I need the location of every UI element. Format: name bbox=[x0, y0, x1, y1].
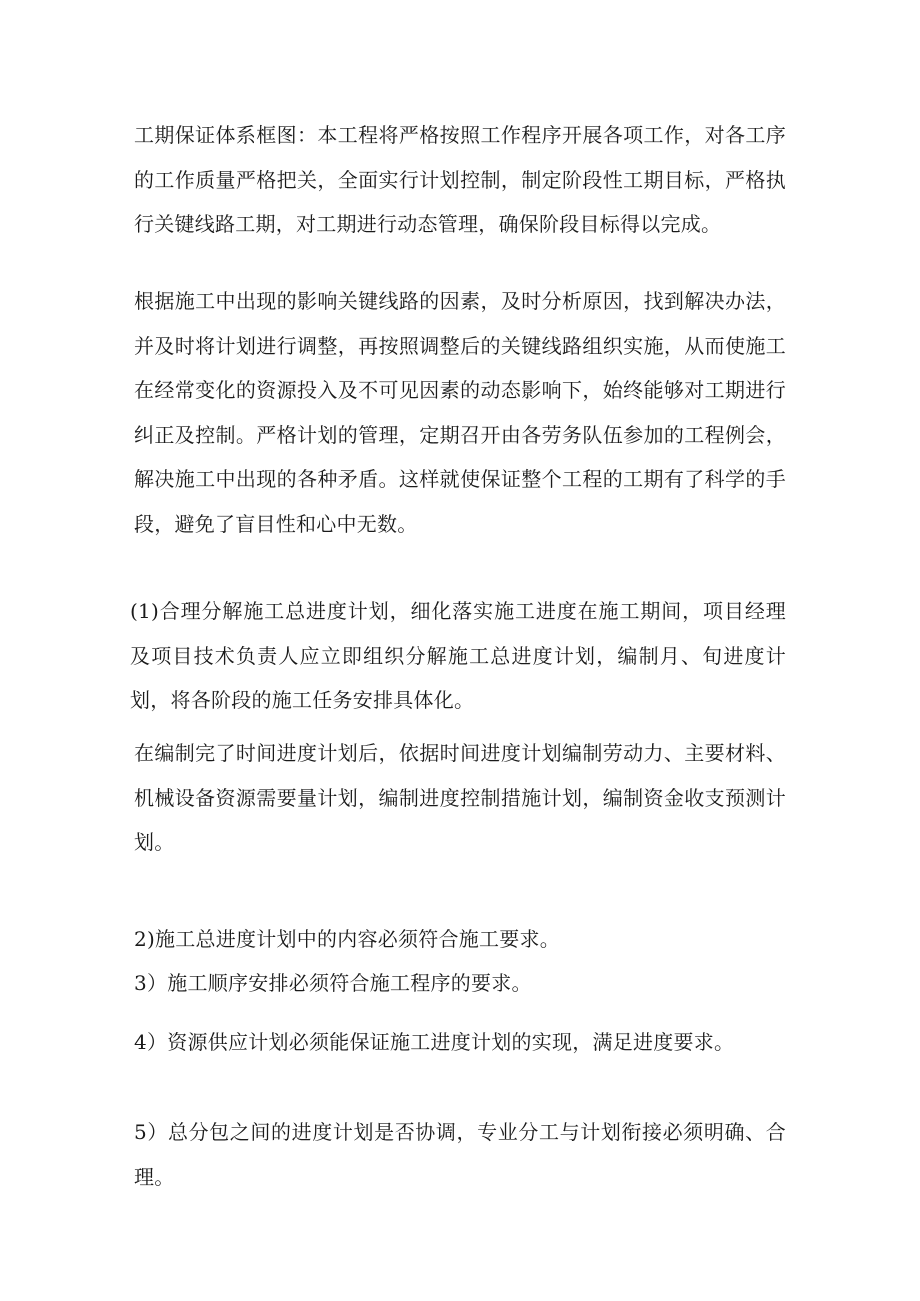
paragraph-item-2: 2)施工总进度计划中的内容必须符合施工要求。 bbox=[134, 927, 561, 951]
paragraph-item-5: 5）总分包之间的进度计划是否协调，专业分工与计划衔接必须明确、合理。 bbox=[134, 1120, 786, 1189]
paragraph-critical-path-control: 根据施工中出现的影响关键线路的因素，及时分析原因，找到解决办法，并及时将计划进行调整，再按照调整后的关键线路组织实施，从而使施工在经常变化的资源投入及不可见因素的动态影响下，始终能够对工期进行纠正及控制。严格计划的管理，定期召开由各劳务队伍参加的工程例会，解决施工中出现的各种矛盾。这样就使保证整个工程的工期有了科学的手段，避免了盲目性和心中无数。 bbox=[134, 289, 786, 536]
paragraph-schedule-guarantee-system: 工期保证体系框图：本工程将严格按照工作程序开展各项工作，对各工序的工作质量严格把关，全面实行计划控制，制定阶段性工期目标，严格执行关键线路工期，对工期进行动态管理，确保阶段目标得以完成。 bbox=[134, 123, 786, 236]
paragraph-resource-plans: 在编制完了时间进度计划后，依据时间进度计划编制劳动力、主要材料、机械设备资源需要量计划，编制进度控制措施计划，编制资金收支预测计划。 bbox=[134, 741, 786, 854]
paragraph-item-4: 4）资源供应计划必须能保证施工进度计划的实现，满足进度要求。 bbox=[134, 1030, 735, 1054]
paragraph-item-1-decompose-schedule: (1)合理分解施工总进度计划，细化落实施工进度在施工期间，项目经理及项目技术负责人应立即组织分解施工总进度计划，编制月、旬进度计划，将各阶段的施工任务安排具体化。 bbox=[130, 599, 786, 712]
paragraph-item-3: 3）施工顺序安排必须符合施工程序的要求。 bbox=[134, 971, 532, 995]
